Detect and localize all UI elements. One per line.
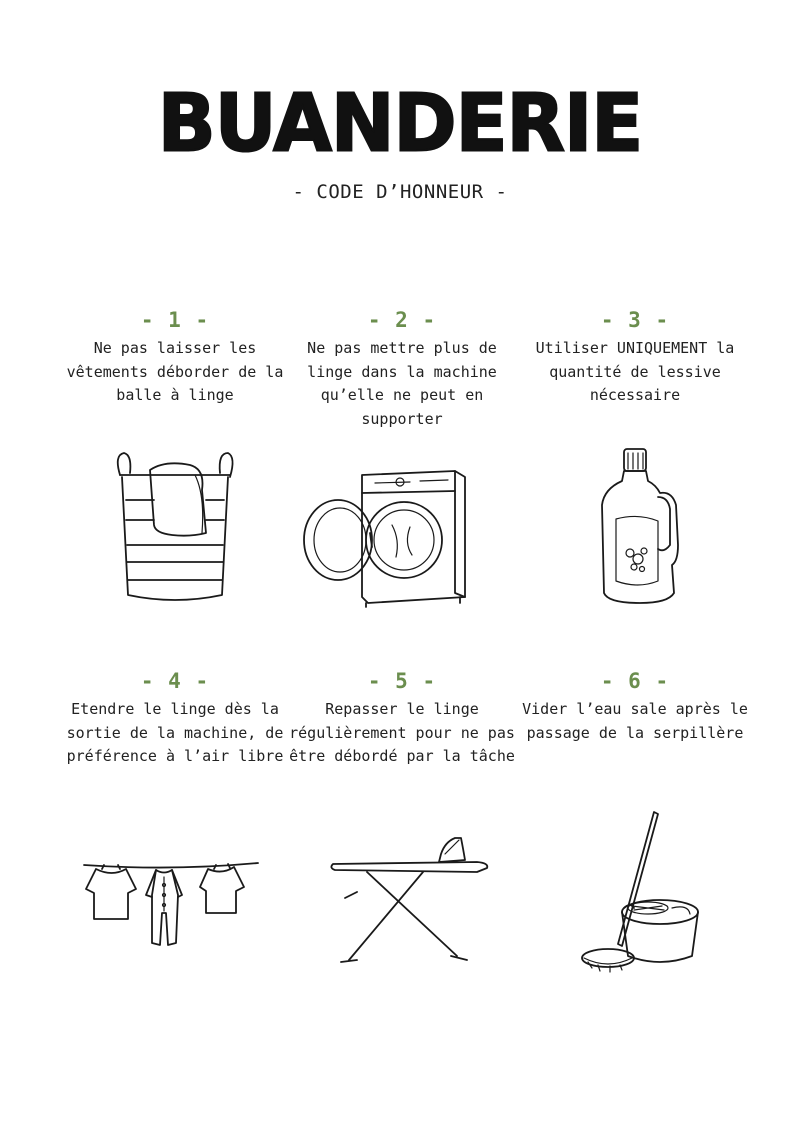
rule-2: [287, 307, 517, 431]
laundry-basket-icon: [110, 445, 240, 610]
rule-text: Repasser le linge régulièrement pour ne pas être débordé par la tâche: [289, 700, 515, 765]
rule-3: [520, 307, 750, 408]
rule-text: Etendre le linge dès la sortie de la machine, de préférence à l’air libre: [66, 700, 284, 765]
rule-text: Utiliser UNIQUEMENT la quantité de lessive nécessaire: [535, 339, 735, 404]
page-subtitle: - CODE D’HONNEUR -: [292, 181, 508, 203]
clothesline-icon: [82, 855, 262, 955]
ironing-board-icon: [327, 832, 492, 972]
rule-number: - 6 -: [600, 669, 670, 693]
rule-5: [287, 668, 517, 769]
rule-text: Vider l’eau sale après le passage de la serpillère: [522, 700, 748, 742]
rule-text: Ne pas mettre plus de linge dans la machine qu’elle ne peut en supporter: [307, 339, 497, 428]
rule-4: [60, 668, 290, 769]
page-title: BUANDERIE: [157, 75, 643, 170]
rule-number: - 1 -: [140, 308, 210, 332]
rule-number: - 5 -: [367, 669, 437, 693]
rule-1: [60, 307, 290, 408]
detergent-bottle-icon: [598, 445, 683, 607]
mop-bucket-icon: [578, 808, 703, 978]
rule-number: - 3 -: [600, 308, 670, 332]
washing-machine-icon: [300, 465, 475, 610]
rule-number: - 2 -: [367, 308, 437, 332]
rule-number: - 4 -: [140, 669, 210, 693]
rule-text: Ne pas laisser les vêtements déborder de la balle à linge: [66, 339, 284, 404]
rule-6: [520, 668, 750, 745]
